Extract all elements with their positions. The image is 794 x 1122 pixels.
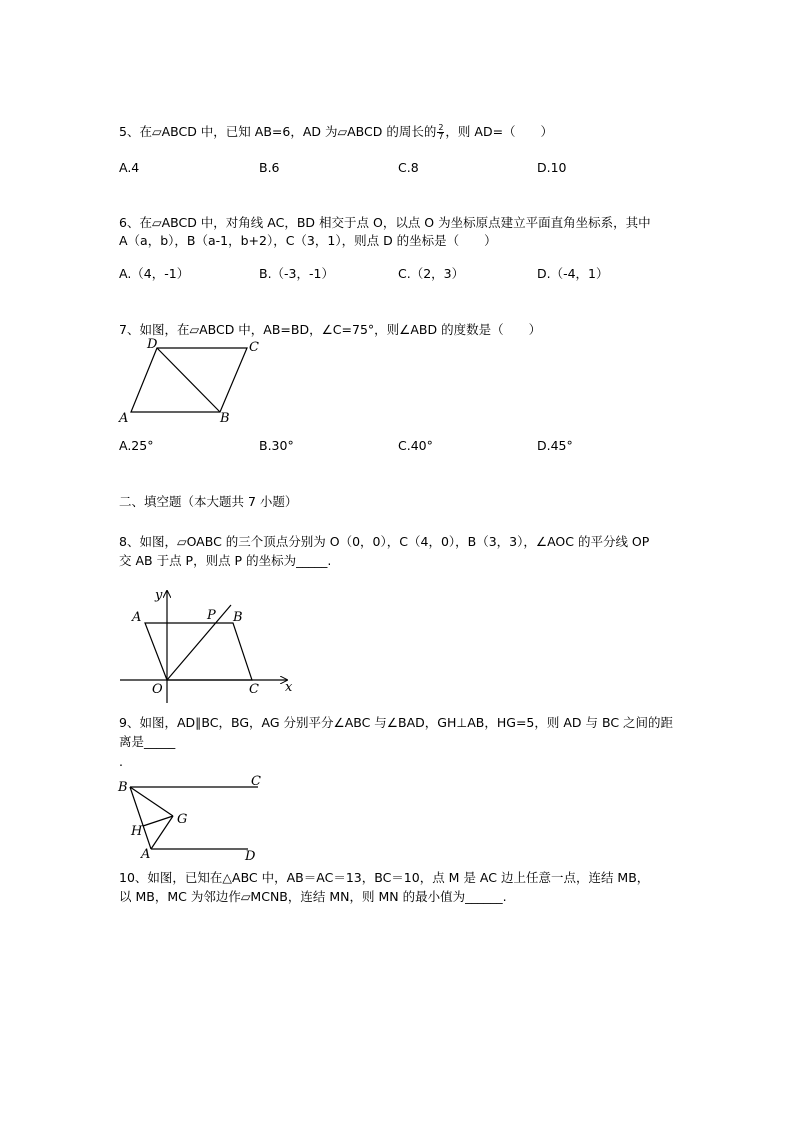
q7-stem: 7、如图，在▱ABCD 中，AB=BD，∠C=75°，则∠ABD 的度数是（ ） <box>119 322 542 337</box>
q5-text-after: ，则 AD=（ ） <box>445 124 554 139</box>
q8-parallelogram-shape <box>145 623 252 680</box>
q5-fraction <box>437 124 444 141</box>
q8-label-y: y <box>155 588 163 603</box>
q5-text-before: 5、在▱ABCD 中，已知 AB=6，AD 为▱ABCD 的周长的 <box>119 124 437 139</box>
question-5-stem <box>119 124 553 141</box>
q7-parallelogram-figure <box>110 336 270 431</box>
q9-label-c: C <box>251 774 261 789</box>
q5-option-b: B.6 <box>259 160 280 175</box>
q9-line-1: 9、如图，AD∥BC，BG，AG 分别平分∠ABC 与∠BAD，GH⊥AB，HG=5，则 AD 与 BC 之间的距 <box>119 715 674 730</box>
q5-fraction-numerator: 2 <box>438 123 444 132</box>
q8-label-p: P <box>207 608 216 623</box>
q5-option-c: C.8 <box>398 160 419 175</box>
q7-label-b: B <box>220 411 230 426</box>
q9-line-3: . <box>119 754 123 769</box>
q6-option-d: D.（-4，1） <box>537 266 609 281</box>
q10-line-2: 以 MB，MC 为邻边作▱MCNB，连结 MN，则 MN 的最小值为______. <box>119 889 507 904</box>
q8-label-a: A <box>132 610 142 625</box>
q7-label-c: C <box>249 340 259 355</box>
q8-bisector-op <box>167 605 231 680</box>
q6-line-2: A（a，b），B（a-1，b+2），C（3，1），则点 D 的坐标是（ ） <box>119 233 497 248</box>
q6-option-c: C.（2，3） <box>398 266 465 281</box>
q10-line-1: 10、如图，已知在△ABC 中，AB＝AC＝13，BC＝10，点 M 是 AC 边上任意一点，连结 MB， <box>119 870 650 885</box>
q7-label-a: A <box>119 411 129 426</box>
q6-option-b: B.（-3，-1） <box>259 266 334 281</box>
q7-option-b: B.30° <box>259 438 294 453</box>
q9-line-2: 离是_____ <box>119 734 176 749</box>
q7-label-d: D <box>147 337 158 352</box>
q5-option-a: A.4 <box>119 160 140 175</box>
q7-option-d: D.45° <box>537 438 573 453</box>
q9-figure <box>115 770 275 865</box>
q9-label-a: A <box>141 847 151 862</box>
q8-coordinate-figure <box>115 585 300 710</box>
q9-segment-ab <box>130 787 151 849</box>
q6-line-1: 6、在▱ABCD 中，对角线 AC，BD 相交于点 O，以点 O 为坐标原点建立平面直角坐标系，其中 <box>119 215 651 230</box>
q8-line-2: 交 AB 于点 P，则点 P 的坐标为_____. <box>119 553 332 568</box>
q9-segment-ag <box>151 816 173 849</box>
q9-segment-bg <box>130 787 173 816</box>
q9-label-d: D <box>245 849 256 864</box>
q6-option-a: A.（4，-1） <box>119 266 190 281</box>
q8-label-x: x <box>285 680 293 695</box>
section-2-heading: 二、填空题（本大题共 7 小题） <box>119 494 298 509</box>
q9-label-h: H <box>131 824 143 839</box>
q8-label-o: O <box>152 682 163 697</box>
q7-option-c: C.40° <box>398 438 433 453</box>
q8-label-c: C <box>249 682 259 697</box>
q8-label-b: B <box>233 610 243 625</box>
q9-label-b: B <box>118 780 128 795</box>
q9-segment-gh <box>143 816 173 826</box>
q9-label-g: G <box>177 812 188 827</box>
q8-line-1: 8、如图，▱OABC 的三个顶点分别为 O（0，0），C（4，0），B（3，3），∠AOC 的平分线 OP <box>119 534 650 549</box>
q5-option-d: D.10 <box>537 160 567 175</box>
q7-option-a: A.25° <box>119 438 154 453</box>
q7-diagonal-bd <box>157 348 220 412</box>
q5-fraction-denominator: 7 <box>438 132 444 141</box>
